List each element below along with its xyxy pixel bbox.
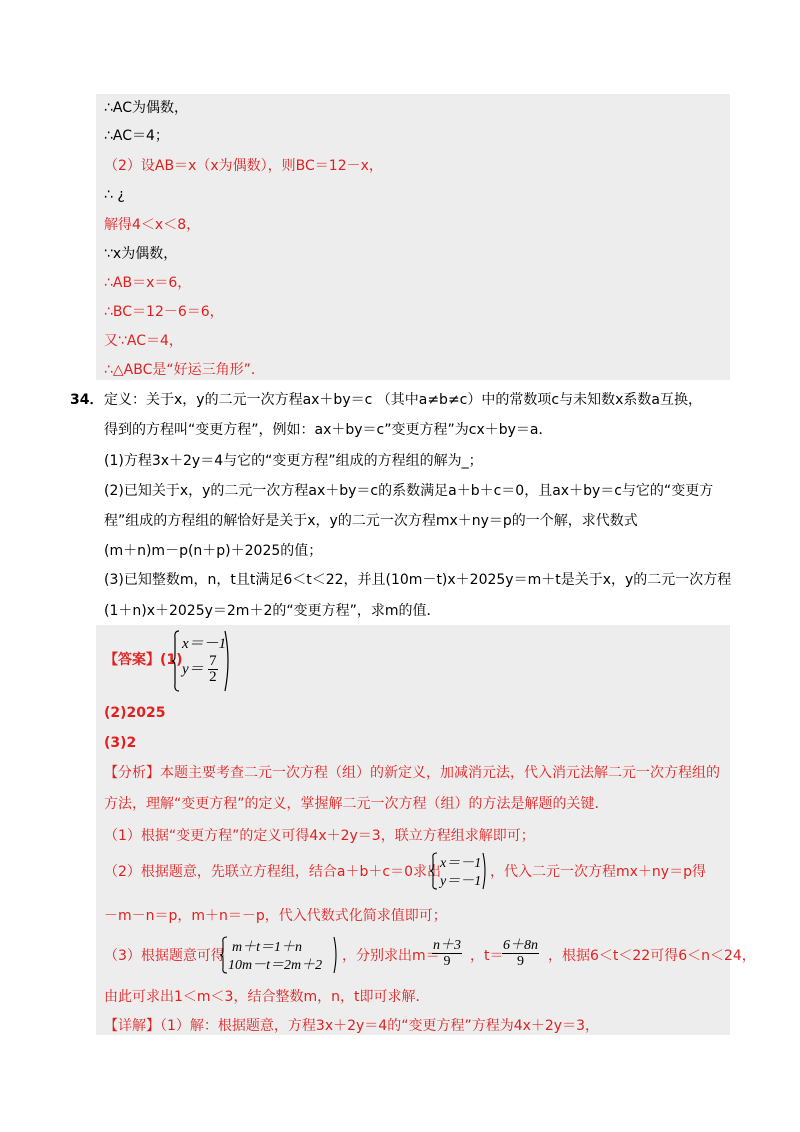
prev-line-10: ∴△ABC是“好运三角形”． (104, 362, 265, 378)
answer-x: x＝－1 (182, 636, 227, 652)
left-brace-icon (172, 630, 180, 692)
question-part-3-line-2: (1＋n)x＋2025y＝2m＋2的“变更方程”，求m的值． (104, 603, 441, 619)
analysis-line-4b: ，代入二元一次方程mx＋ny＝p得 (490, 864, 706, 880)
question-line-2: 得到的方程叫“变更方程”，例如：ax＋by＝c”变更方程”为cx＋by＝a． (104, 422, 553, 438)
answer-line-1 (104, 650, 183, 670)
answer-part-3: (3)2 (104, 735, 137, 751)
analysis-line-7: 由此可求出1＜m＜3，结合整数m，n，t即可求解． (104, 989, 430, 1005)
prev-line-6: ∵x为偶数， (104, 246, 178, 262)
prev-line-9: 又∵AC＝4， (104, 333, 183, 349)
analysis-line-6c: ，t＝ (470, 948, 504, 964)
prev-line-1: ∴AC为偶数， (104, 100, 189, 116)
analysis-sys1-y: y＝－1 (440, 874, 482, 889)
answer-y-fraction: $\frac{7}{2}$ (209, 653, 217, 685)
analysis-sys2-eq1: m＋t＝1＋n (232, 940, 302, 955)
answer-label: 【答案】(1) (104, 652, 183, 668)
right-paren-icon (224, 630, 232, 692)
prev-line-2: ∴AC＝4； (104, 128, 169, 144)
question-part-2-line-1: (2)已知关于x，y的二元一次方程ax＋by＝c的系数满足a＋b＋c＝0，且ax＋by＝c与它的“变更方 (104, 483, 714, 499)
question-part-2-line-3: (m＋n)m－p(n＋p)＋2025的值； (104, 543, 323, 559)
analysis-line-6a: （3）根据题意可得 (104, 948, 225, 964)
analysis-sys2-eq2: 10m－t＝2m＋2 (228, 958, 323, 973)
answer-system (172, 630, 232, 692)
analysis-line-1: 【分析】本题主要考查二元一次方程（组）的新定义，加减消元法，代入消元法解二元一次方程组的 (104, 765, 720, 781)
analysis-system-2 (220, 936, 340, 974)
prev-line-3: （2）设AB＝x（x为偶数），则BC＝12－x， (104, 158, 383, 174)
analysis-line-3: （1）根据“变更方程”的定义可得4x＋2y＝3，联立方程组求解即可； (104, 828, 535, 844)
question-line-1: 定义：关于x，y的二元一次方程ax＋by＝c （其中a≠b≠c）中的常数项c与未知数x系数a互换， (104, 392, 702, 408)
question-part-1: (1)方程3x＋2y＝4与它的“变更方程”组成的方程组的解为_； (104, 453, 483, 469)
right-paren-icon (482, 852, 488, 890)
left-brace-icon (430, 852, 438, 890)
left-brace-icon (220, 936, 228, 974)
answer-y: y＝ $\frac{7}{2}$ (182, 653, 217, 685)
analysis-line-6d: ，根据6＜t＜22可得6＜n＜24， (548, 948, 756, 964)
analysis-line-4a: （2）根据题意，先联立方程组，结合a＋b＋c＝0求出 (104, 864, 441, 880)
previous-solution-block (96, 94, 730, 380)
prev-line-4: ∴ ¿ (104, 187, 125, 203)
right-paren-icon (333, 936, 339, 974)
prev-line-7: ∴AB＝x＝6， (104, 275, 192, 291)
prev-line-5: 解得4＜x＜8， (104, 217, 201, 233)
fraction-m: $\frac{n+3}{9}$ (433, 938, 461, 969)
analysis-line-6b: ，分别求出m＝ (342, 948, 440, 964)
prev-line-8: ∴BC＝12－6＝6， (104, 304, 224, 320)
question-number: 34． (70, 392, 104, 408)
analysis-line-5: －m－n＝p，m＋n＝－p，代入代数式化简求值即可； (104, 908, 447, 924)
question-part-3-line-1: (3)已知整数m，n，t且t满足6＜t＜22，并且(10m－t)x＋2025y＝m＋t是关于x，y的二元一次方程 (104, 572, 732, 588)
detail-line-1: 【详解】（1）解：根据题意，方程3x＋2y＝4的“变更方程”方程为4x＋2y＝3， (104, 1018, 599, 1034)
analysis-sys1-x: x＝－1 (440, 856, 482, 871)
analysis-line-2: 方法，理解“变更方程”的定义，掌握解二元一次方程（组）的方法是解题的关键． (104, 796, 609, 812)
analysis-system-1 (430, 852, 490, 890)
answer-part-2: (2)2025 (104, 705, 166, 721)
question-part-2-line-2: 程”组成的方程组的解恰好是关于x，y的二元一次方程mx＋ny＝p的一个解，求代数式 (104, 513, 638, 529)
fraction-t: $\frac{6+8n}{9}$ (503, 938, 538, 969)
